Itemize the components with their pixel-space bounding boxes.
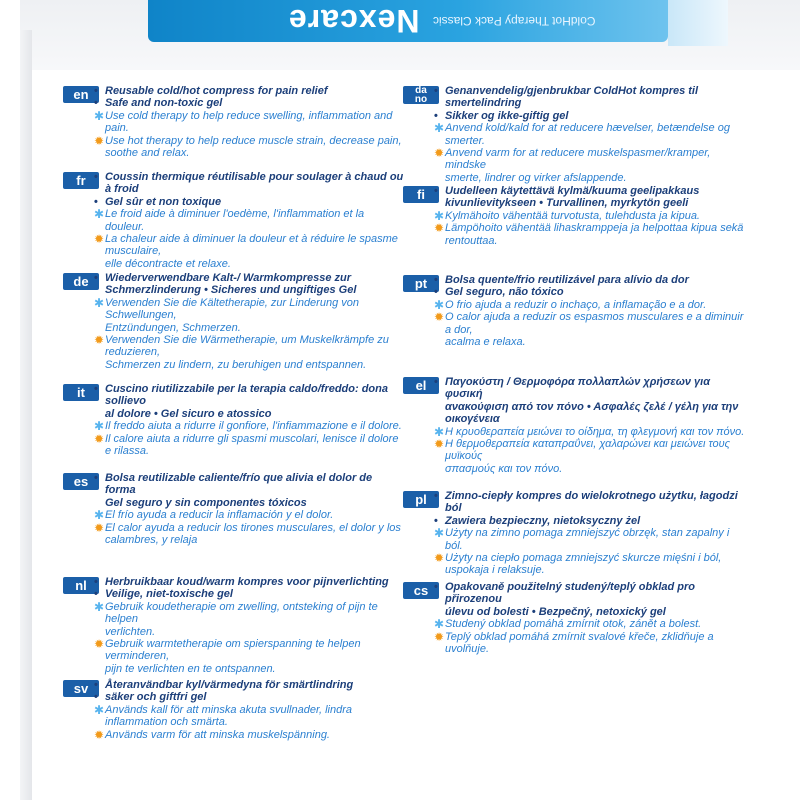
line-text: Bolsa reutilizable caliente/frío que alivia el dolor de forma bbox=[105, 472, 373, 497]
bullet-dot-icon: • bbox=[434, 490, 438, 502]
line-text: acalma e relaxa. bbox=[445, 336, 526, 349]
feature-line bbox=[434, 185, 745, 197]
bullet-dot-icon: • bbox=[434, 581, 438, 593]
line-text: Użyty na ciepło pomaga zmniejszyć skurcze mięśni i ból, uspokaja i relaksuje. bbox=[445, 552, 722, 577]
line-text: Anvend kold/kald for at reducere hævelser, betændelse og smerter. bbox=[445, 122, 730, 147]
cold-therapy-line bbox=[94, 702, 405, 729]
cold-therapy-line bbox=[94, 108, 405, 135]
line-text: al dolore • Gel sicuro e atossico bbox=[105, 407, 272, 420]
cold-therapy-line bbox=[94, 295, 405, 322]
feature-line bbox=[94, 97, 405, 110]
hot-therapy-line bbox=[94, 727, 405, 742]
line-text: Cuscino riutilizzabile per la terapia caldo/freddo: dona sollievo bbox=[105, 383, 388, 408]
bullet-dot-icon: • bbox=[94, 195, 98, 208]
language-text bbox=[94, 383, 405, 458]
line-text: Lämpöhoito vähentää lihaskramppeja ja helpottaa kipua sekä rentouttaa. bbox=[445, 222, 744, 247]
snowflake-icon: ✱ bbox=[434, 208, 445, 223]
line-text: Sikker og ikke-giftig gel bbox=[445, 109, 569, 122]
language-code-badge: pt bbox=[403, 275, 439, 292]
line-text: Gel sûr et non toxique bbox=[105, 195, 222, 208]
continuation-line bbox=[105, 663, 405, 675]
bullet-dot-icon: • bbox=[94, 691, 98, 704]
language-code-badge: es bbox=[63, 473, 99, 490]
sun-icon: ✹ bbox=[94, 431, 105, 446]
feature-line bbox=[434, 376, 745, 401]
language-text bbox=[94, 679, 405, 742]
cold-therapy-line bbox=[94, 419, 405, 434]
cold-therapy-line bbox=[434, 297, 745, 312]
line-text: La chaleur aide à diminuer la douleur et à réduire le spasme musculaire, bbox=[105, 233, 398, 258]
feature-line bbox=[105, 408, 405, 420]
language-code-badge: pl bbox=[403, 491, 439, 508]
line-text: verlichten. bbox=[105, 625, 156, 638]
line-text: Schmerzen zu lindern, zu beruhigen und entspannen. bbox=[105, 358, 367, 371]
line-text: Le froid aide à diminuer l'oedème, l'inflammation et la douleur. bbox=[105, 208, 365, 233]
line-text: Coussin thermique réutilisable pour soulager à chaud ou à froid bbox=[105, 171, 404, 196]
language-code-badge: de bbox=[63, 273, 99, 290]
pack-brand-logo: Nexcare bbox=[288, 3, 420, 39]
sun-icon: ✹ bbox=[94, 333, 105, 348]
feature-line bbox=[94, 85, 405, 97]
line-text: Schmerzlinderung • Sicheres und ungiftiges Gel bbox=[105, 284, 357, 297]
pack-edge bbox=[668, 0, 728, 46]
cold-therapy-line bbox=[434, 208, 745, 223]
language-text bbox=[94, 472, 405, 547]
sun-icon: ✹ bbox=[434, 221, 445, 236]
line-text: soothe and relax. bbox=[105, 147, 190, 160]
line-text: Use cold therapy to help reduce swelling, inflammation and pain. bbox=[105, 109, 393, 135]
snowflake-icon: ✱ bbox=[434, 297, 445, 312]
sun-icon: ✹ bbox=[434, 551, 445, 566]
feature-line bbox=[94, 383, 405, 408]
bullet-dot-icon: • bbox=[434, 109, 438, 122]
line-text: ανακούφιση από τον πόνο • Ασφαλές ζελέ / γέλη για την bbox=[445, 400, 739, 413]
language-text bbox=[434, 490, 745, 577]
bullet-dot-icon: • bbox=[94, 588, 98, 601]
language-text bbox=[94, 85, 405, 160]
language-code-badge: cs bbox=[403, 582, 439, 599]
hot-therapy-line bbox=[434, 551, 745, 577]
snowflake-icon: ✱ bbox=[434, 424, 445, 439]
snowflake-icon: ✱ bbox=[94, 419, 105, 434]
bullet-dot-icon: • bbox=[94, 472, 98, 484]
line-text: Il freddo aiuta a ridurre il gonfiore, l'infiammazione e il dolore. bbox=[105, 420, 402, 433]
line-text: elle décontracte et relaxe. bbox=[105, 257, 231, 270]
line-text: Gel seguro y sin componentes tóxicos bbox=[105, 496, 307, 509]
language-text bbox=[434, 274, 745, 349]
hot-therapy-line bbox=[94, 637, 405, 663]
line-text: Genanvendelig/gjenbrukbar ColdHot kompres til smertelindring bbox=[445, 85, 699, 110]
continuation-line bbox=[105, 626, 405, 638]
feature-line bbox=[94, 472, 405, 497]
snowflake-icon: ✱ bbox=[434, 526, 445, 541]
hot-therapy-line bbox=[434, 629, 745, 656]
cold-therapy-line bbox=[94, 508, 405, 523]
continuation-line bbox=[105, 147, 405, 159]
feature-line bbox=[94, 195, 405, 208]
bullet-dot-icon: • bbox=[94, 272, 98, 284]
snowflake-icon: ✱ bbox=[94, 599, 105, 614]
bullet-dot-icon: • bbox=[434, 274, 438, 286]
continuation-line bbox=[445, 172, 745, 184]
line-text: Zimno-ciepły kompres do wielokrotnego użytku, łagodzi ból bbox=[445, 490, 738, 515]
language-code-badge: nl bbox=[63, 577, 99, 594]
line-text: Η θερμοθεραπεία καταπραΰνει, χαλαρώνει και μειώνει τους μυϊκούς bbox=[445, 438, 730, 463]
line-text: Används kall för att minska akuta svullnader, lindra inflammation och smärta. bbox=[105, 703, 353, 729]
line-text: Återanvändbar kyl/värmedyna för smärtlindring bbox=[105, 679, 354, 691]
line-text: Safe and non-toxic gel bbox=[105, 97, 223, 110]
line-text: σπασμούς και τον πόνο. bbox=[445, 462, 563, 475]
line-text: Zawiera bezpieczny, nietoksyczny żel bbox=[445, 514, 641, 527]
pack-subtitle: ColdHot Therapy Pack Classic bbox=[433, 14, 596, 28]
language-code-badge: fi bbox=[403, 186, 439, 203]
snowflake-icon: ✱ bbox=[434, 617, 445, 632]
sun-icon: ✹ bbox=[434, 310, 445, 325]
line-text: El frío ayuda a reducir la inflamación y el dolor. bbox=[105, 509, 334, 522]
sun-icon: ✹ bbox=[94, 232, 105, 247]
line-text: Use hot therapy to help reduce muscle strain, decrease pain, bbox=[105, 134, 402, 147]
line-text: Veilige, niet-toxische gel bbox=[105, 588, 233, 601]
snowflake-icon: ✱ bbox=[94, 207, 105, 222]
hot-therapy-line bbox=[94, 232, 405, 258]
feature-line bbox=[94, 588, 405, 601]
hot-therapy-line bbox=[434, 221, 745, 247]
hot-therapy-line bbox=[94, 431, 405, 458]
snowflake-icon: ✱ bbox=[94, 108, 105, 123]
cold-therapy-line bbox=[94, 599, 405, 626]
hot-therapy-line bbox=[434, 437, 745, 463]
language-text bbox=[434, 185, 745, 247]
language-text bbox=[434, 85, 745, 184]
hot-therapy-line bbox=[434, 310, 745, 336]
language-code-badge: da no bbox=[403, 86, 439, 104]
line-text: Anvend varm for at reducere muskelspasmer/kramper, mindske bbox=[445, 147, 711, 172]
feature-line bbox=[434, 274, 745, 286]
line-text: Il calore aiuta a ridurre gli spasmi muscolari, lenisce il dolore e rilassa. bbox=[105, 432, 399, 458]
language-text bbox=[434, 376, 745, 475]
line-text: Użyty na zimno pomaga zmniejszyć obrzęk, stan zapalny i ból. bbox=[445, 527, 730, 552]
line-text: Verwenden Sie die Kältetherapie, zur Linderung von Schwellungen, bbox=[105, 296, 359, 322]
bullet-dot-icon: • bbox=[434, 185, 438, 197]
line-text: Reusable cold/hot compress for pain relief bbox=[105, 85, 328, 97]
hot-therapy-line bbox=[94, 333, 405, 359]
line-text: Gebruik koudetherapie om zwelling, ontsteking of pijn te helpen bbox=[105, 600, 378, 626]
line-text: smerte, lindrer og virker afslappende. bbox=[445, 171, 627, 184]
language-code-badge: fr bbox=[63, 172, 99, 189]
sun-icon: ✹ bbox=[94, 133, 105, 148]
line-text: Gel seguro, não tóxico bbox=[445, 286, 564, 299]
language-code-badge: en bbox=[63, 86, 99, 103]
snowflake-icon: ✱ bbox=[434, 121, 445, 136]
feature-line bbox=[445, 413, 745, 425]
snowflake-icon: ✱ bbox=[94, 508, 105, 523]
feature-line bbox=[434, 109, 745, 122]
line-text: kivunlievitykseen • Turvallinen, myrkytön geeli bbox=[445, 197, 689, 210]
line-text: Studený obklad pomáhá zmírnit otok, zánět a bolest. bbox=[445, 618, 702, 631]
language-code-badge: it bbox=[63, 384, 99, 401]
line-text: Opakovaně použitelný studený/teplý obklad pro přirozenou bbox=[445, 581, 695, 606]
sun-icon: ✹ bbox=[94, 520, 105, 535]
feature-line bbox=[94, 691, 405, 704]
line-text: úlevu od bolesti • Bezpečný, netoxický gel bbox=[445, 605, 666, 618]
line-text: Verwenden Sie die Wärmetherapie, um Muskelkrämpfe zu reduzieren, bbox=[105, 334, 389, 359]
bullet-dot-icon: • bbox=[94, 85, 98, 97]
line-text: Används varm för att minska muskelspänning. bbox=[105, 728, 330, 741]
continuation-line bbox=[105, 322, 405, 334]
bullet-dot-icon: • bbox=[94, 576, 98, 588]
snowflake-icon: ✱ bbox=[94, 295, 105, 310]
line-text: calambres, y relaja bbox=[105, 534, 198, 547]
line-text: Η κρυοθεραπεία μειώνει το οίδημα, τη φλεγμονή και τον πόνο. bbox=[445, 425, 745, 438]
continuation-line bbox=[105, 258, 405, 270]
cold-therapy-line bbox=[434, 121, 745, 147]
feature-line bbox=[94, 171, 405, 196]
line-text: El calor ayuda a reducir los tirones musculares, el dolor y los bbox=[105, 521, 401, 534]
line-text: Herbruikbaar koud/warm kompres voor pijnverlichting bbox=[105, 576, 389, 588]
feature-line bbox=[105, 284, 405, 296]
bullet-dot-icon: • bbox=[94, 383, 98, 395]
feature-line bbox=[434, 490, 745, 515]
language-text bbox=[94, 272, 405, 371]
feature-line bbox=[445, 401, 745, 413]
line-text: Teplý obklad pomáhá zmírnit svalové křeče, zklidňuje a uvolňuje. bbox=[445, 630, 714, 656]
line-text: Entzündungen, Schmerzen. bbox=[105, 321, 241, 334]
box-side-edge bbox=[20, 30, 32, 800]
line-text: Bolsa quente/frio reutilizável para alívio da dor bbox=[445, 274, 689, 286]
bullet-dot-icon: • bbox=[94, 171, 98, 183]
hot-therapy-line bbox=[434, 146, 745, 172]
feature-line bbox=[94, 679, 405, 691]
bullet-dot-icon: • bbox=[94, 97, 98, 110]
cold-therapy-line bbox=[434, 526, 745, 552]
sun-icon: ✹ bbox=[94, 727, 105, 742]
line-text: säker och giftfri gel bbox=[105, 691, 207, 704]
line-text: O frio ajuda a reduzir o inchaço, a inflamação e a dor. bbox=[445, 298, 707, 311]
line-text: Kylmähoito vähentää turvotusta, tulehdusta ja kipua. bbox=[445, 209, 700, 222]
feature-line bbox=[434, 85, 745, 110]
sun-icon: ✹ bbox=[94, 637, 105, 652]
sun-icon: ✹ bbox=[434, 437, 445, 452]
line-text: O calor ajuda a reduzir os espasmos musculares e a diminuir a dor, bbox=[445, 311, 744, 336]
feature-line bbox=[105, 497, 405, 509]
line-text: Παγοκύστη / Θερμοφόρα πολλαπλών χρήσεων για φυσική bbox=[445, 376, 711, 401]
bullet-dot-icon: • bbox=[94, 679, 98, 691]
language-text bbox=[94, 171, 405, 270]
feature-line bbox=[445, 606, 745, 618]
line-text: Uudelleen käytettävä kylmä/kuuma geelipakkaus bbox=[445, 185, 700, 197]
line-text: οικογένεια bbox=[445, 413, 500, 426]
language-code-badge: el bbox=[403, 377, 439, 394]
sun-icon: ✹ bbox=[434, 629, 445, 644]
cold-therapy-line bbox=[434, 424, 745, 439]
continuation-line bbox=[105, 534, 405, 546]
snowflake-icon: ✱ bbox=[94, 702, 105, 717]
gel-pack-visible bbox=[148, 0, 668, 42]
continuation-line bbox=[445, 463, 745, 475]
continuation-line bbox=[445, 336, 745, 348]
line-text: Gebruik warmtetherapie om spierspanning te helpen verminderen, bbox=[105, 638, 361, 663]
continuation-line bbox=[105, 359, 405, 371]
instructions-panel bbox=[33, 70, 800, 800]
feature-line bbox=[434, 581, 745, 606]
language-code-badge: sv bbox=[63, 680, 99, 697]
bullet-dot-icon: • bbox=[434, 376, 438, 388]
cold-therapy-line bbox=[94, 207, 405, 233]
language-text bbox=[94, 576, 405, 675]
hot-therapy-line bbox=[94, 520, 405, 535]
sun-icon: ✹ bbox=[434, 146, 445, 161]
bullet-dot-icon: • bbox=[434, 85, 438, 97]
bullet-dot-icon: • bbox=[434, 286, 438, 299]
hot-therapy-line bbox=[94, 133, 405, 148]
cold-therapy-line bbox=[434, 617, 745, 632]
feature-line bbox=[445, 197, 745, 209]
line-text: Wiederverwendbare Kalt-/ Warmkompresse zur bbox=[105, 272, 352, 284]
bullet-dot-icon: • bbox=[434, 514, 438, 527]
language-text bbox=[434, 581, 745, 656]
feature-line bbox=[94, 576, 405, 588]
feature-line bbox=[94, 272, 405, 284]
line-text: pijn te verlichten en te ontspannen. bbox=[105, 662, 276, 675]
feature-line bbox=[434, 514, 745, 527]
feature-line bbox=[434, 286, 745, 299]
